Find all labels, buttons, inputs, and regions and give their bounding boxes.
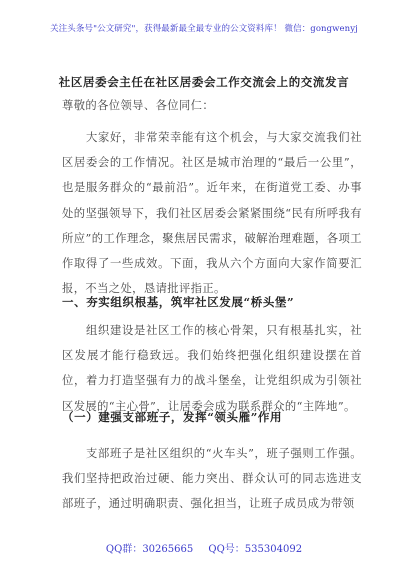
document-title: 社区居委会主任在社区居委会工作交流会上的交流发言 xyxy=(58,75,350,89)
paragraph-subsection-1: 支部班子是社区组织的“火车头”，班子强则工作强。我们坚持把政治过硬、能力突出、群众认可的同志选进支部班子，通过明确职责、强化担当，让班子成员成为带领 xyxy=(62,447,362,511)
paragraph-section-1: 组织建设是社区工作的核心骨架，只有根基扎实，社区发展才能行稳致远。我们始终把强化组织建设摆在首位，着力打造坚强有力的战斗堡垒，让党组织成为引领社区发展的“主心骨”，让居委会成为联系群众的“主阵地”。 xyxy=(62,324,362,413)
subsection-heading-1: （一）建强支部班子，发挥“领头雁”作用 xyxy=(62,410,283,424)
header-promo-note: 关注头条号"公文研究"，获得最新最全最专业的公文资料库！ 微信：gongwenyj xyxy=(50,24,358,34)
footer-qq-number: QQ号：535304092 xyxy=(208,544,303,555)
greeting: 尊敬的各位领导、各位同仁： xyxy=(62,99,215,112)
footer-qq-group: QQ群：30265665 xyxy=(105,544,194,555)
section-heading-1: 一、夯实组织根基，筑牢社区发展“桥头堡” xyxy=(62,295,295,309)
footer-contact xyxy=(0,540,408,555)
paragraph-intro: 大家好，非常荣幸能有这个机会，与大家交流我们社区居委会的工作情况。社区是城市治理的“最后一公里”，也是服务群众的“最前沿”。近年来，在街道党工委、办事处的坚强领导下，我们社区居委会紧紧围绕“民有所呼我有所应”的工作理念，聚焦居民需求，破解治理难题，各项工作取得了一些成效。下面，我从六个方面向大家作简要汇报，不当之处，恳请批评指正。 xyxy=(62,131,362,296)
